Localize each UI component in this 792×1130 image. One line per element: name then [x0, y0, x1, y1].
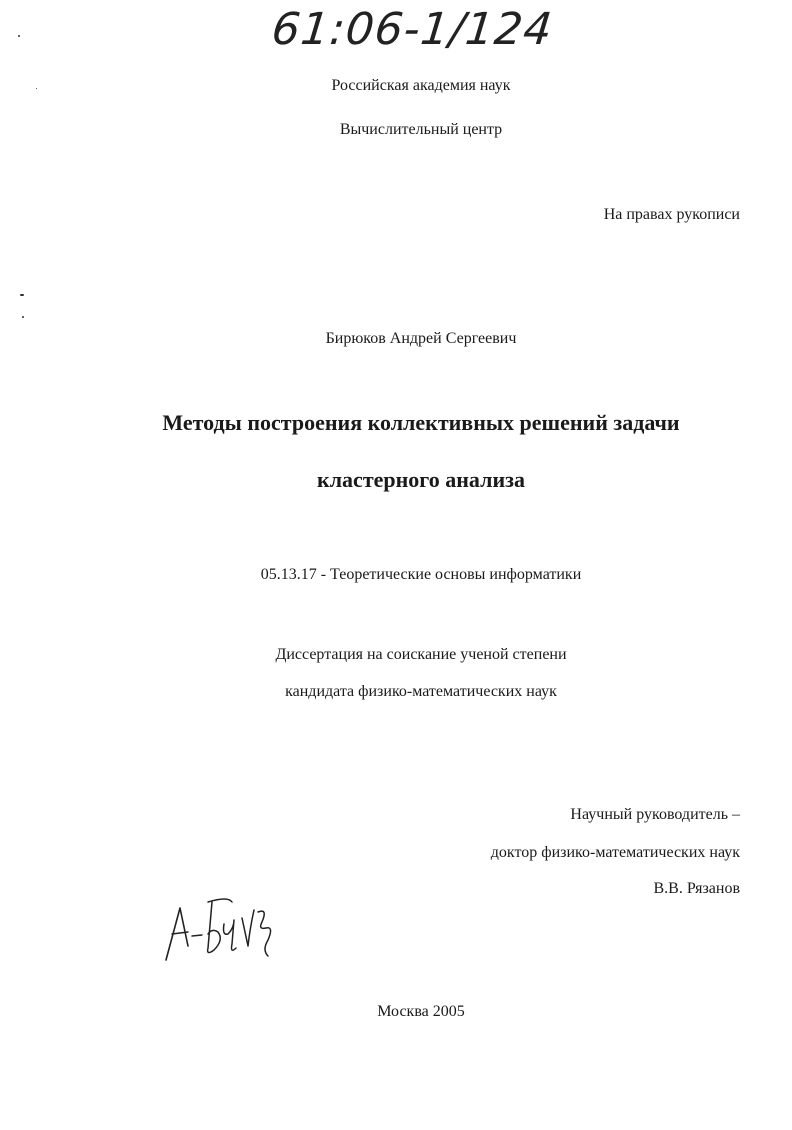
- thesis-title-line-2: кластерного анализа: [317, 467, 525, 492]
- manuscript-note: На правах рукописи: [603, 206, 740, 223]
- author-signature: [158, 888, 278, 968]
- advisor-degree: доктор физико-математических наук: [490, 844, 740, 861]
- department-name: Вычислительный центр: [339, 121, 503, 138]
- scan-speck: [18, 35, 20, 37]
- specialty-code: 05.13.17 - Теоретические основы информатики: [260, 566, 582, 583]
- place-and-year: Москва 2005: [377, 1003, 465, 1020]
- advisor-name: В.В. Рязанов: [653, 880, 740, 897]
- thesis-title-line-1: Методы построения коллективных решений задачи: [162, 410, 680, 435]
- scan-speck: [22, 316, 24, 318]
- institution-name: Российская академия наук: [331, 77, 511, 94]
- degree-line-2: кандидата физико-математических наук: [285, 683, 557, 700]
- scan-speck: [20, 294, 24, 296]
- handwritten-shelfmark: 61:06-1/124: [269, 4, 556, 55]
- author-name: Бирюков Андрей Сергеевич: [325, 330, 517, 347]
- advisor-role: Научный руководитель –: [570, 806, 740, 823]
- scan-speck: [36, 88, 37, 89]
- degree-line-1: Диссертация на соискание ученой степени: [275, 646, 567, 663]
